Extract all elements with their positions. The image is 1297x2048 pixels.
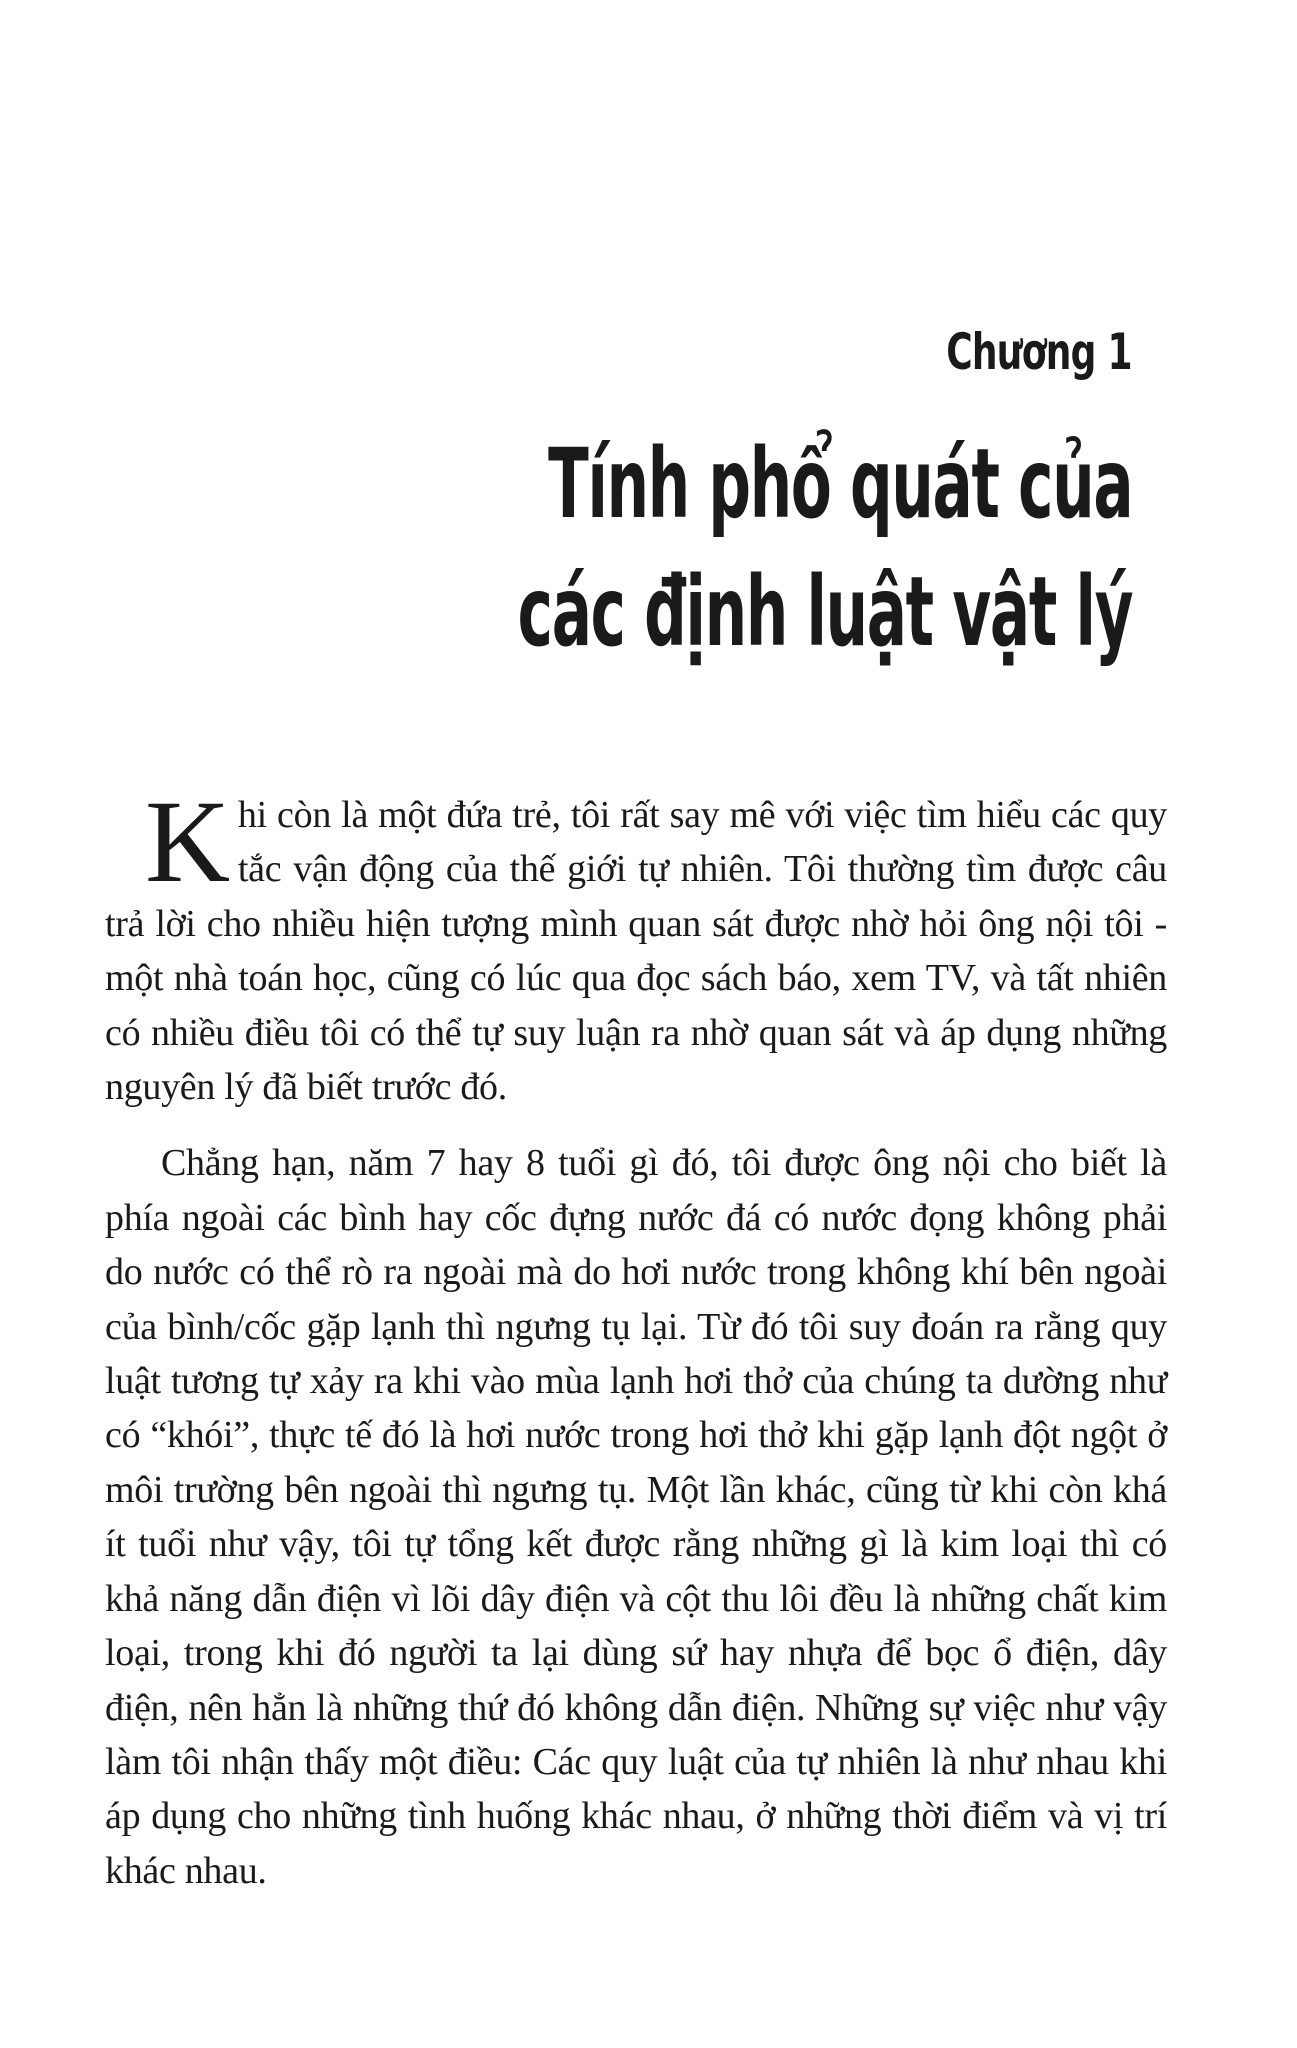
chapter-label: Chương 1: [946, 323, 1132, 381]
drop-cap: K: [145, 776, 230, 907]
paragraph-1-text: hi còn là một đứa trẻ, tôi rất say mê với việc tìm hiểu các quy tắc vận động của thế giới tự nhiên. Tôi thường tìm được câu trả lời cho nhiều hiện tượng mình quan sát được nhờ hỏi ông nội tôi - một nhà toán học, cũng có lúc qua đọc sách báo, xem TV, và tất nhiên có nhiều điều tôi có thể tự suy luận ra nhờ quan sát và áp dụng những nguyên lý đã biết trước đó.: [105, 794, 1167, 1109]
chapter-title: [517, 420, 1132, 676]
paragraph-2: Chẳng hạn, năm 7 hay 8 tuổi gì đó, tôi được ông nội cho biết là phía ngoài các bình hay cốc đựng nước đá có nước đọng không phải do nước có thể rò ra ngoài mà do hơi nước trong không khí bên ngoài của bình/cốc gặp lạnh thì ngưng tụ lại. Từ đó tôi suy đoán ra rằng quy luật tương tự xảy ra khi vào mùa lạnh hơi thở của chúng ta dường như có “khói”, thực tế đó là hơi nước trong hơi thở khi gặp lạnh đột ngột ở môi trường bên ngoài thì ngưng tụ. Một lần khác, cũng từ khi còn khá ít tuổi như vậy, tôi tự tổng kết được rằng những gì là kim loại thì có khả năng dẫn điện vì lõi dây điện và cột thu lôi đều là những chất kim loại, trong khi đó người ta lại dùng sứ hay nhựa để bọc ổ điện, dây điện, nên hẳn là những thứ đó không dẫn điện. Những sự việc như vậy làm tôi nhận thấy một điều: Các quy luật của tự nhiên là như nhau khi áp dụng cho những tình huống khác nhau, ở những thời điểm và vị trí khác nhau.: [105, 1142, 1167, 1892]
chapter-title-line-2: các định luật vật lý: [517, 556, 1132, 668]
paragraph-1: [105, 776, 1167, 1114]
chapter-title-line-1: Tính phổ quát của: [547, 428, 1132, 540]
body-text: [105, 776, 1167, 1898]
